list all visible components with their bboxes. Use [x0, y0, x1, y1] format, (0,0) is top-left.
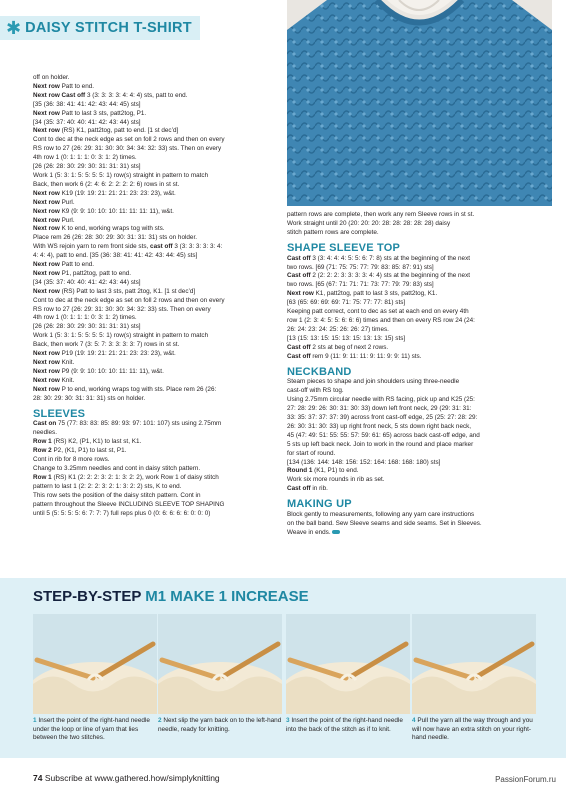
instruction-text: 5 sts up left back neck. Join to work in the round and place marker — [287, 440, 474, 448]
making-up-heading: MAKING UP — [287, 498, 352, 511]
instruction-keyword: cast off — [150, 243, 175, 251]
pattern-line — [287, 396, 549, 405]
pattern-line — [33, 234, 275, 243]
step-by-step-panel — [0, 578, 566, 758]
instruction-text: K19 (19: 19: 21: 21: 21: 23: 23: 23), w&t. — [61, 189, 176, 197]
instruction-text: (RS) Patt to last 3 sts, patt 2tog, K1. [1 st dec’d] — [61, 287, 196, 295]
instruction-text: Purl. — [61, 198, 75, 206]
instruction-text: 2 (2: 2: 2: 3: 3: 3: 3: 4: 4) sts at the beginning of the next — [312, 272, 471, 280]
instruction-text: pattern rows are complete, then work any rem Sleeve rows in st st. — [287, 211, 475, 218]
instruction-text: 2 sts at beg of next 2 rows. — [312, 343, 389, 351]
instruction-text: Patt to end. — [61, 82, 95, 90]
asterisk-icon: ✱ — [6, 17, 22, 39]
instruction-text: K9 (9: 9: 10: 10: 10: 11: 11: 11: 11), w&t. — [61, 207, 174, 215]
pattern-line — [33, 261, 275, 270]
instruction-text: Back, then work 6 (2: 4: 6: 2: 2: 2: 2: 6) rows in st st. — [33, 180, 180, 188]
pattern-line — [33, 456, 275, 465]
instruction-keyword: Next row — [33, 269, 62, 277]
instruction-text: 4th row 1 (0: 1: 1: 1: 0: 3: 1: 2) times. — [33, 314, 137, 322]
instruction-text: rem 9 (11: 9: 11: 11: 9: 11: 9: 9: 11) sts. — [312, 352, 422, 360]
sweater-illustration — [287, 0, 552, 206]
pattern-line — [33, 83, 275, 92]
step-label: STEP-BY-STEP — [33, 588, 142, 605]
pattern-line — [33, 492, 275, 501]
instruction-text: 28: 30: 29: 30: 31: 31: 31) sts on holder. — [33, 394, 146, 402]
instruction-text: Change to 3.25mm needles and cont in daisy stitch pattern. — [33, 464, 201, 472]
page-number: 74 — [33, 773, 43, 783]
instruction-text: Using 2.75mm circular needle with RS facing, pick up and K25 (25: — [287, 396, 475, 404]
pattern-line — [33, 270, 275, 279]
instruction-text: (RS) K2, (P1, K1) to last st, K1. — [53, 438, 142, 446]
instruction-text: (RS) K1, patt2tog, patt to end. [1 st dec’d] — [61, 127, 179, 135]
pattern-line — [33, 438, 275, 447]
instruction-text: 26: 30: 31: 30: 33) up right front neck, 5 sts down right back neck, — [287, 422, 472, 430]
instruction-keyword: Next row — [287, 290, 316, 298]
pattern-line — [33, 297, 275, 306]
instruction-text: Weave in ends. — [287, 528, 331, 536]
instruction-keyword: Row 1 — [33, 438, 54, 446]
pattern-line — [33, 420, 275, 429]
pattern-line — [33, 314, 275, 323]
pattern-line — [287, 405, 549, 414]
instruction-text: Block gently to measurements, following any yarn care instructions — [287, 511, 475, 519]
instruction-text: P to end, working wraps tog with sts. Place rem 26 (26: — [61, 385, 217, 393]
pattern-line — [33, 368, 275, 377]
pattern-line — [33, 127, 275, 136]
pattern-line — [287, 264, 549, 273]
shape-sleeve-top-heading: SHAPE SLEEVE TOP — [287, 241, 401, 254]
pattern-line — [33, 483, 275, 492]
instruction-text: two rows. [69 (71: 75: 75: 77: 79: 83: 85: 87: 91) sts] — [287, 263, 434, 271]
pattern-line — [287, 220, 549, 229]
step-caption — [33, 717, 157, 743]
pattern-column-left — [33, 74, 275, 518]
step-caption — [158, 717, 282, 734]
pattern-line — [287, 326, 549, 335]
step-by-step-heading — [33, 588, 309, 605]
instruction-keyword: Cast off — [287, 343, 313, 351]
end-marker-icon — [332, 530, 340, 534]
instruction-keyword: Next row — [33, 127, 62, 135]
instruction-keyword: Cast off — [287, 254, 313, 262]
pattern-line — [33, 163, 275, 172]
pattern-line — [33, 447, 275, 456]
instruction-text: Work six more rounds in rib as set. — [287, 476, 385, 484]
pattern-column-right — [287, 211, 549, 538]
instruction-text: on the ball band. Sew Sleeve seams and side seams. Set in Sleeves. — [287, 520, 482, 527]
pattern-line — [287, 255, 549, 264]
step-card — [412, 614, 536, 743]
instruction-text: RS row to 27 (26: 29: 31: 30: 30: 34: 34: 32: 33) sts. Then on every — [33, 145, 222, 153]
subscribe-text: Subscribe at www.gathered.how/simplyknitting — [44, 773, 220, 783]
pattern-line — [287, 450, 549, 459]
pattern-line — [33, 243, 275, 252]
pattern-line — [33, 217, 275, 226]
pattern-line — [33, 252, 275, 261]
pattern-line — [33, 501, 275, 510]
instruction-text: cast-off with RS tog. — [287, 387, 344, 395]
instruction-text: [34 (35: 37: 40: 40: 41: 42: 43: 44) sts] — [33, 278, 141, 286]
instruction-text: 3 (3: 4: 4: 4: 5: 5: 6: 7: 8) sts at the beginning of the next — [312, 254, 471, 262]
step-photo — [33, 614, 157, 714]
pattern-line — [33, 323, 275, 332]
instruction-text: 3 (3: 3: 3: 3: 3: 4: — [174, 243, 223, 251]
instruction-text: pattern throughout the Sleeve INCLUDING SLEEVE TOP SHAPING — [33, 500, 225, 508]
step-text: Next slip the yarn back on to the left-hand needle, ready for knitting. — [158, 717, 282, 733]
watermark: PassionForum.ru — [495, 775, 556, 784]
pattern-line — [287, 485, 549, 494]
step-photo — [412, 614, 536, 714]
instruction-text: K to end, working wraps tog with sts. — [61, 225, 165, 233]
pattern-line — [287, 317, 549, 326]
instruction-text: in rib. — [312, 485, 328, 493]
instruction-keyword: Next row — [33, 385, 62, 393]
pattern-line — [33, 190, 275, 199]
instruction-text: (RS) K1 (2: 2: 2: 3: 2: 1: 3: 2: 2), work Row 1 of daisy stitch — [53, 473, 219, 481]
instruction-text: Purl. — [61, 216, 75, 224]
pattern-line — [33, 92, 275, 101]
instruction-text: K1, patt2tog, patt to last 3 sts, patt2tog, K1. — [315, 290, 438, 298]
pattern-line — [287, 467, 549, 476]
step-title: MAKE 1 INCREASE — [170, 588, 309, 605]
instruction-text: needles. — [33, 429, 57, 437]
instruction-text: for start of round. — [287, 449, 336, 457]
instruction-keyword: Cast off — [287, 485, 313, 493]
step-number: 1 — [33, 717, 37, 724]
pattern-line — [33, 350, 275, 359]
instruction-text: 33: 35: 37: 37: 37: 39) across front cast-off edge, 25 (25: 27: 28: 29: — [287, 414, 478, 422]
instruction-text: Work 1 (5: 3: 1: 5: 5: 5: 5: 1) row(s) straight in pattern to match — [33, 332, 209, 340]
pattern-line — [33, 359, 275, 368]
instruction-text: until 5 (5: 5: 5: 5: 6: 7: 7: 7) full reps plus 0 (0: 6: 6: 6: 6: 0: 0: 0) — [33, 509, 211, 517]
instruction-text: Knit. — [61, 359, 75, 366]
step-text: Insert the point of the right-hand needle under the loop or line of yarn that lies between the two stitches. — [33, 717, 150, 741]
pattern-line — [33, 172, 275, 181]
pattern-line — [33, 74, 275, 83]
instruction-keyword: Next row — [33, 189, 62, 197]
pattern-line — [33, 332, 275, 341]
instruction-keyword: Next row — [33, 198, 62, 206]
pattern-line — [287, 387, 549, 396]
step-number: 2 — [158, 717, 162, 724]
instruction-text: This row sets the position of the daisy stitch pattern. Cont in — [33, 491, 201, 499]
step-photo — [286, 614, 410, 714]
pattern-line — [33, 429, 275, 438]
pattern-line — [33, 199, 275, 208]
pattern-line — [287, 281, 549, 290]
step-text: Pull the yarn all the way through and you will now have an extra stitch on your right-hand needle. — [412, 717, 533, 741]
instruction-keyword: Cast off — [287, 272, 313, 280]
pattern-line — [287, 211, 549, 220]
pattern-line — [33, 110, 275, 119]
instruction-keyword: Next row — [33, 359, 62, 366]
instruction-keyword: Next row — [33, 82, 62, 90]
step-number: 4 — [412, 717, 416, 724]
instruction-text: Knit. — [61, 376, 75, 384]
pattern-line — [33, 208, 275, 217]
pattern-line — [33, 341, 275, 350]
pattern-line — [287, 335, 549, 344]
pattern-line — [33, 101, 275, 110]
pattern-line — [33, 474, 275, 483]
step-code: M1 — [145, 588, 167, 605]
instruction-keyword: Cast on — [33, 420, 59, 428]
step-photo — [158, 614, 282, 714]
instruction-text: [26 (26: 28: 30: 29: 30: 31: 31: 31) sts] — [33, 163, 141, 171]
pattern-line — [287, 344, 549, 353]
instruction-text: P19 (19: 19: 21: 21: 21: 23: 23: 23), w&t. — [61, 350, 176, 358]
instruction-text: stitch pattern rows are complete. — [287, 228, 379, 236]
pattern-line — [33, 377, 275, 386]
pattern-line — [33, 145, 275, 154]
pattern-line — [287, 378, 549, 387]
instruction-text: RS row to 27 (26: 29: 31: 30: 30: 34: 32: 33) sts. Then on every — [33, 305, 211, 313]
instruction-text: 4th row 1 (0: 1: 1: 1: 0: 3: 1: 2) times. — [33, 154, 137, 162]
instruction-text: P2, (K1, P1) to last st, P1. — [53, 447, 127, 455]
sleeves-heading: SLEEVES — [33, 407, 86, 420]
instruction-keyword: Cast off — [287, 352, 313, 360]
instruction-keyword: Next row — [33, 287, 62, 295]
step-caption — [286, 717, 410, 734]
pattern-line — [33, 136, 275, 145]
instruction-text: [134 (136: 144: 148: 156: 152: 164: 168: 168: 180) sts] — [287, 458, 441, 466]
pattern-line — [33, 465, 275, 474]
instruction-text: Back, then work 7 (3: 5: 7: 3: 3: 3: 3: 7) rows in st st. — [33, 341, 180, 349]
instruction-keyword: Next row — [33, 109, 62, 117]
pattern-line — [287, 529, 549, 538]
pattern-line — [33, 288, 275, 297]
instruction-text: Patt to end. — [61, 261, 95, 269]
step-caption — [412, 717, 536, 743]
instruction-keyword: Next row — [33, 367, 62, 375]
instruction-text: 4: 4: 4), patt to end. [35 (36: 38: 41: 41: 42: 43: 44: 45) sts] — [33, 252, 198, 260]
pattern-line — [33, 386, 275, 395]
instruction-text: Cont to dec at the neck edge as set on foll 2 rows and then on every — [33, 136, 225, 144]
instruction-text: [34 (35: 37: 40: 40: 41: 42: 43: 44) sts] — [33, 118, 141, 126]
pattern-line — [287, 520, 549, 529]
instruction-text: row 1 (2: 3: 4: 5: 5: 6: 6: 6) times and then on every RS row 24 (24: — [287, 316, 475, 324]
pattern-line — [287, 229, 549, 238]
pattern-line — [287, 414, 549, 423]
pattern-line — [287, 511, 549, 520]
step-card — [286, 614, 410, 734]
instruction-text: two rows. [65 (67: 71: 71: 71: 73: 77: 79: 79: 83) sts] — [287, 281, 434, 289]
pattern-line — [287, 441, 549, 450]
instruction-keyword: Next row — [33, 261, 62, 269]
sweater-photo — [287, 0, 552, 206]
step-card — [33, 614, 157, 743]
pattern-line — [287, 353, 549, 362]
pattern-line — [287, 272, 549, 281]
instruction-text: [26 (26: 28: 30: 29: 30: 31: 31: 31) sts] — [33, 323, 141, 331]
instruction-text: Work 1 (5: 3: 1: 5: 5: 5: 5: 1) row(s) straight in pattern to match — [33, 171, 209, 179]
pattern-line — [33, 225, 275, 234]
pattern-line — [287, 290, 549, 299]
pattern-line — [287, 423, 549, 432]
instruction-text: Steam pieces to shape and join shoulders using three-needle — [287, 378, 460, 386]
pattern-line — [33, 395, 275, 404]
page-footer — [33, 773, 220, 783]
instruction-keyword: Next row Cast off — [33, 91, 87, 99]
instruction-text: Patt to last 3 sts, patt2tog, P1. — [61, 109, 147, 117]
step-text: Insert the point of the right-hand needle into the back of the stitch as if to knit. — [286, 717, 403, 733]
instruction-text: 75 (77: 83: 83: 85: 89: 93: 97: 101: 107) sts using 2.75mm — [58, 420, 222, 428]
instruction-text: Keeping patt correct, cont to dec as set at each end on every 4th — [287, 308, 469, 316]
instruction-text: Cont to dec at the neck edge as set on foll 2 rows and then on every — [33, 296, 225, 304]
instruction-text: 45 (47: 49: 51: 55: 55: 57: 59: 61: 65) across back cast-off edge, and — [287, 431, 480, 439]
instruction-keyword: Next row — [33, 350, 62, 358]
pattern-line — [287, 459, 549, 468]
instruction-text: P9 (9: 9: 10: 10: 10: 11: 11: 11), w&t. — [61, 367, 164, 375]
instruction-text: Cont in rib for 8 more rows. — [33, 456, 110, 464]
instruction-text: [35 (36: 38: 41: 41: 42: 43: 44: 45) sts] — [33, 100, 141, 108]
instruction-keyword: Next row — [33, 376, 62, 384]
instruction-text: pattern to last 1 (2: 2: 2: 3: 2: 1: 3: 2: 2) sts, K to end. — [33, 482, 182, 490]
instruction-text: Place rem 26 (26: 28: 30: 29: 30: 31: 31: 31) sts on holder. — [33, 234, 197, 242]
pattern-line — [33, 279, 275, 288]
instruction-text: (K1, P1) to end. — [314, 467, 359, 475]
instruction-text: off on holder. — [33, 74, 70, 81]
instruction-text: 26: 24: 23: 24: 25: 26: 26: 27) times. — [287, 325, 389, 333]
pattern-line — [33, 510, 275, 519]
instruction-keyword: Next row — [33, 207, 62, 215]
pattern-line — [33, 306, 275, 315]
instruction-text: 27: 28: 29: 26: 30: 31: 30: 33) down left front neck, 29 (29: 31: 31: — [287, 405, 472, 413]
instruction-keyword: Next row — [33, 216, 62, 224]
instruction-text: 3 (3: 3: 3: 3: 4: 4: 4) sts, patt to end. — [86, 91, 188, 99]
instruction-keyword: Round 1 — [287, 467, 315, 475]
pattern-line — [33, 154, 275, 163]
step-number: 3 — [286, 717, 290, 724]
neckband-heading: NECKBAND — [287, 365, 352, 378]
pattern-line — [287, 299, 549, 308]
pattern-line — [287, 432, 549, 441]
pattern-line — [33, 119, 275, 128]
pattern-line — [287, 308, 549, 317]
instruction-keyword: Row 2 — [33, 447, 54, 455]
pattern-line — [33, 181, 275, 190]
instruction-text: Work straight until 20 (20: 20: 20: 28: 28: 28: 28: 28) daisy — [287, 219, 451, 227]
page-title: DAISY STITCH T-SHIRT — [25, 20, 192, 36]
instruction-text: With WS rejoin yarn to rem front side sts, — [33, 243, 151, 251]
instruction-text: P1, patt2tog, patt to end. — [61, 269, 132, 277]
section-header — [0, 16, 200, 40]
pattern-line — [287, 476, 549, 485]
instruction-text: [13 (15: 13: 15: 15: 13: 15: 13: 13: 15) sts] — [287, 334, 406, 342]
instruction-keyword: Next row — [33, 225, 62, 233]
instruction-keyword: Row 1 — [33, 473, 54, 481]
instruction-text: [63 (65: 69: 69: 69: 71: 75: 77: 77: 81) sts] — [287, 299, 406, 307]
step-card — [158, 614, 282, 734]
